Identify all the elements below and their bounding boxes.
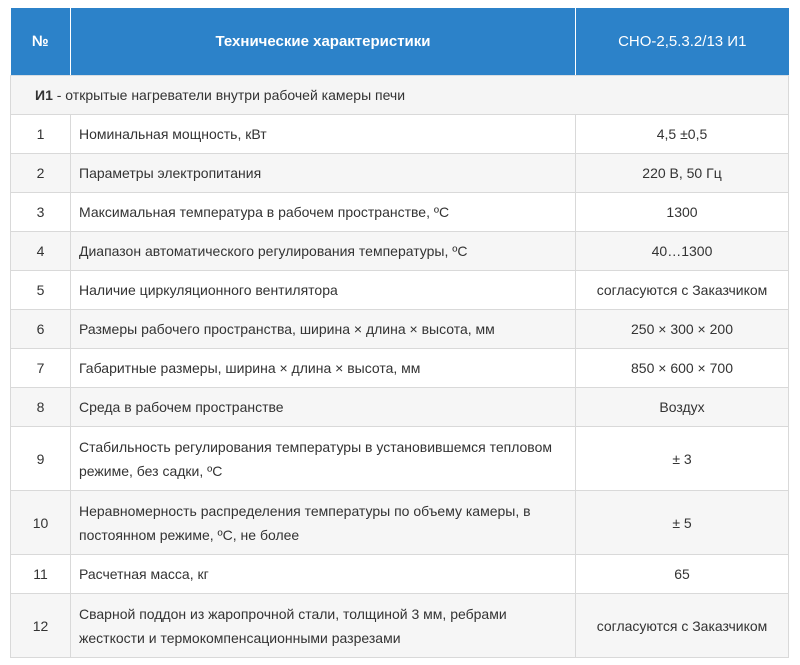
row-number: 10 (11, 491, 71, 555)
table-row (11, 154, 789, 193)
row-number: 6 (11, 310, 71, 349)
row-value: 220 В, 50 Гц (576, 154, 789, 193)
table-body (11, 76, 789, 658)
table-row (11, 555, 789, 594)
header-model: СНО-2,5.3.2/13 И1 (576, 8, 789, 76)
spec-table (10, 8, 789, 658)
row-value: ± 5 (576, 491, 789, 555)
row-value: 4,5 ±0,5 (576, 115, 789, 154)
row-value: согласуются с Заказчиком (576, 594, 789, 658)
row-name: Расчетная масса, кг (71, 555, 576, 594)
row-name: Сварной поддон из жаропрочной стали, толщиной 3 мм, ребрами жесткости и термокомпенсационными разрезами (71, 594, 576, 658)
row-value: 1300 (576, 193, 789, 232)
row-name: Максимальная температура в рабочем пространстве, ºС (71, 193, 576, 232)
table-row (11, 427, 789, 491)
table-header (11, 8, 789, 76)
section-cell (11, 76, 789, 115)
row-value: 250 × 300 × 200 (576, 310, 789, 349)
row-number: 2 (11, 154, 71, 193)
row-number: 3 (11, 193, 71, 232)
row-name: Неравномерность распределения температуры по объему камеры, в постоянном режиме, ºС, не более (71, 491, 576, 555)
row-number: 12 (11, 594, 71, 658)
section-row (11, 76, 789, 115)
row-number: 1 (11, 115, 71, 154)
row-value: согласуются с Заказчиком (576, 271, 789, 310)
row-name: Наличие циркуляционного вентилятора (71, 271, 576, 310)
row-value: ± 3 (576, 427, 789, 491)
table-row (11, 310, 789, 349)
row-number: 5 (11, 271, 71, 310)
row-number: 8 (11, 388, 71, 427)
row-number: 7 (11, 349, 71, 388)
spec-table-container (10, 8, 788, 658)
table-row (11, 193, 789, 232)
row-name: Стабильность регулирования температуры в установившемся тепловом режиме, без садки, ºС (71, 427, 576, 491)
row-value: 65 (576, 555, 789, 594)
table-row (11, 594, 789, 658)
row-name: Номинальная мощность, кВт (71, 115, 576, 154)
table-row (11, 491, 789, 555)
row-number: 4 (11, 232, 71, 271)
row-name: Габаритные размеры, ширина × длина × высота, мм (71, 349, 576, 388)
row-name: Диапазон автоматического регулирования температуры, ºС (71, 232, 576, 271)
header-number: № (11, 8, 71, 76)
header-characteristics: Технические характеристики (71, 8, 576, 76)
row-value: 40…1300 (576, 232, 789, 271)
table-row (11, 232, 789, 271)
row-number: 9 (11, 427, 71, 491)
row-name: Параметры электропитания (71, 154, 576, 193)
table-row (11, 388, 789, 427)
row-name: Среда в рабочем пространстве (71, 388, 576, 427)
section-text: - открытые нагреватели внутри рабочей камеры печи (52, 87, 406, 103)
row-name: Размеры рабочего пространства, ширина × длина × высота, мм (71, 310, 576, 349)
row-value: 850 × 600 × 700 (576, 349, 789, 388)
section-code: И1 (35, 87, 53, 103)
table-row (11, 115, 789, 154)
row-value: Воздух (576, 388, 789, 427)
row-number: 11 (11, 555, 71, 594)
table-row (11, 271, 789, 310)
table-row (11, 349, 789, 388)
